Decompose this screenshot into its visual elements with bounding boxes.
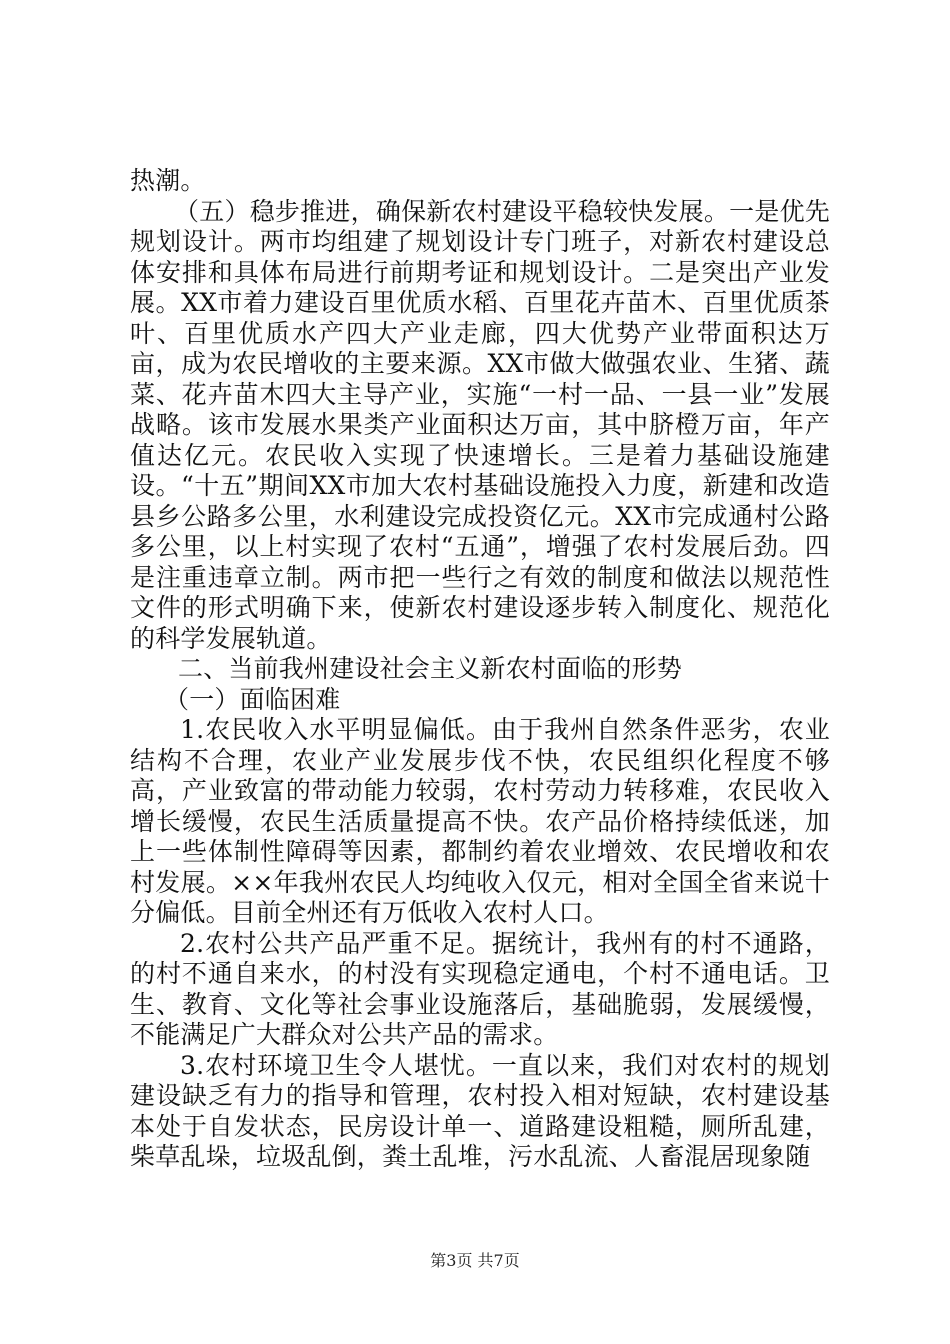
section-heading-situation: 二、当前我州建设社会主义新农村面临的形势 bbox=[178, 654, 683, 683]
document-body bbox=[130, 166, 830, 1173]
paragraph-item-2: 2.农村公共产品严重不足。据统计，我州有的村不通路，的村不通自来水，的村没有实现稳定通电，个村不通电话。卫生、教育、文化等社会事业设施落后，基础脆弱，发展缓慢，不能满足广大群众对公共产品的需求。 bbox=[130, 928, 830, 1049]
paragraph-item-3: 3.农村环境卫生令人堪忧。一直以来，我们对农村的规划建设缺乏有力的指导和管理，农村投入相对短缺，农村建设基本处于自发状态，民房设计单一、道路建设粗糙，厕所乱建，柴草乱垛，垃圾乱倒，粪土乱堆，污水乱流、人畜混居现象随 bbox=[130, 1050, 830, 1171]
paragraph-section-five: （五）稳步推进，确保新农村建设平稳较快发展。一是优先规划设计。两市均组建了规划设计专门班子，对新农村建设总体安排和具体布局进行前期考证和规划设计。二是突出产业发展。XX市着力建设百里优质水稻、百里花卉苗木、百里优质茶叶、百里优质水产四大产业走廊，四大优势产业带面积达万亩，成为农民增收的主要来源。XX市做大做强农业、生猪、蔬菜、花卉苗木四大主导产业，实施“一村一品、一县一业”发展战略。该市发展水果类产业面积达万亩，其中脐橙万亩，年产值达亿元。农民收入实现了快速增长。三是着力基础设施建设。“十五”期间XX市加大农村基础设施投入力度，新建和改造县乡公路多公里，水利建设完成投资亿元。XX市完成通村公路多公里，以上村实现了农村“五通”，增强了农村发展后劲。四是注重违章立制。两市把一些行之有效的制度和做法以规范性文件的形式明确下来，使新农村建设逐步转入制度化、规范化的科学发展轨道。 bbox=[130, 196, 830, 653]
page-number-footer: 第3页 共7页 bbox=[430, 1251, 520, 1270]
paragraph-item-1: 1.农民收入水平明显偏低。由于我州自然条件恶劣，农业结构不合理，农业产业发展步伐不快，农民组织化程度不够高，产业致富的带动能力较弱，农村劳动力转移难，农民收入增长缓慢，农民生活质量提高不快。农产品价格持续低迷，加上一些体制性障碍等因素，都制约着农业增效、农民增收和农村发展。××年我州农民人均纯收入仅元，相对全国全省来说十分偏低。目前全州还有万低收入农村人口。 bbox=[130, 715, 830, 927]
subsection-heading-difficulties: （一）面临困难 bbox=[164, 684, 341, 714]
paragraph-continuation: 热潮。 bbox=[130, 166, 206, 195]
